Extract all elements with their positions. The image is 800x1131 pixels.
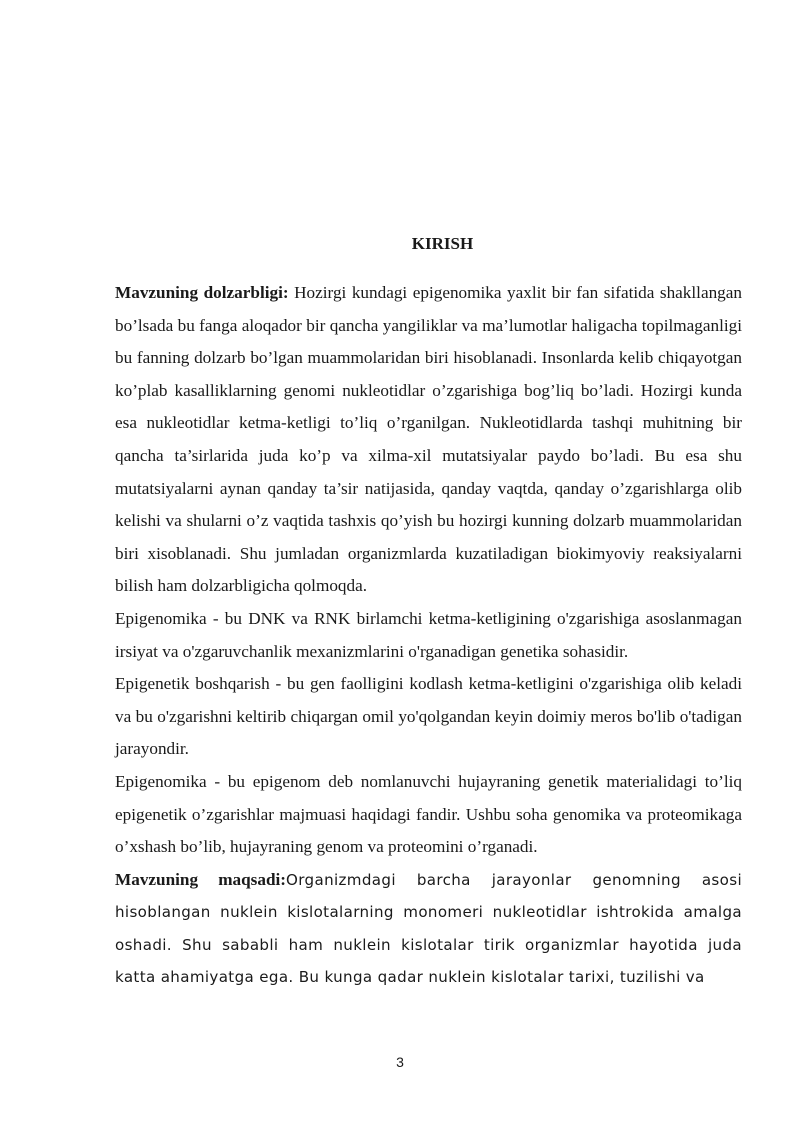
paragraph-goal bbox=[115, 864, 742, 994]
page-number: 3 bbox=[396, 1054, 404, 1070]
paragraph-epigenom bbox=[115, 766, 742, 864]
paragraph-epigenetic-regulation bbox=[115, 668, 742, 766]
paragraph-text: Organizmdagi barcha jarayonlar genomning asosi hisoblangan nuklein kislotalarning monomeri nukleotidlar ishtrokida amalga oshadi. Shu sababli ham nuklein kislotalar tirik organizmlar hayotida juda katta ahamiyatga ega. Bu kunga qadar nuklein kislotalar tarixi, tuzilishi va bbox=[115, 870, 742, 987]
paragraph-text: Epigenetik boshqarish - bu gen faolligini kodlash ketma-ketligini o'zgarishiga olib keladi va bu o'zgarishni keltirib chiqargan omil yo'qolgandan keyin doimiy meros bo'lib o'tadigan jarayondir. bbox=[115, 674, 742, 759]
paragraph-epigenomika-definition bbox=[115, 603, 742, 668]
page-body bbox=[115, 229, 742, 994]
paragraph-text: Hozirgi kundagi epigenomika yaxlit bir fan sifatida shakllangan bo’lsada bu fanga aloqador bir qancha yangiliklar va ma’lumotlar haligacha topilmaganligi bu fanning dolzarb bo’lgan muammolaridan biri hisoblanadi. Insonlarda kelib chiqayotgan ko’plab kasalliklarning genomi nukleotidlar o’zgarishiga bog’liq bo’ladi. Hozirgi kunda esa nukleotidlar ketma-ketligi to’liq o’rganilgan. Nukleotidlarda tashqi muhitning bir qancha ta’sirlarida juda ko’p va xilma-xil mutatsiyalar paydo bo’ladi. Bu esa shu mutatsiyalarni aynan qanday ta’sir natijasida, qanday vaqtda, qanday o’zgarishlarga olib kelishi va shularni o’z vaqtida tashxis qo’yish bu hozirgi kunning dolzarb muammolaridan biri xisoblanadi. Shu jumladan organizmlarda kuzatiladigan biokimyoviy reaksiyalarni bilish ham dolzarbligicha qolmoqda. bbox=[115, 283, 742, 596]
paragraph-text: Epigenomika - bu DNK va RNK birlamchi ketma-ketligining o'zgarishiga asoslanmagan irsiyat va o'zgaruvchanlik mexanizmlarini o'rganadigan genetika sohasidir. bbox=[115, 608, 742, 661]
page-title: KIRISH bbox=[411, 234, 474, 253]
paragraph-lead: Mavzuning dolzarbligi: bbox=[115, 283, 289, 302]
paragraph-text: Epigenomika - bu epigenom deb nomlanuvchi hujayraning genetik materialidagi to’liq epigenetik o’zgarishlar majmuasi haqidagi fandir. Ushbu soha genomika va proteomikaga o’xshash bo’lib, hujayraning genom va proteomini o’rganadi. bbox=[115, 771, 742, 857]
paragraph-relevance bbox=[115, 277, 742, 603]
paragraph-lead: Mavzuning maqsadi: bbox=[115, 869, 287, 889]
